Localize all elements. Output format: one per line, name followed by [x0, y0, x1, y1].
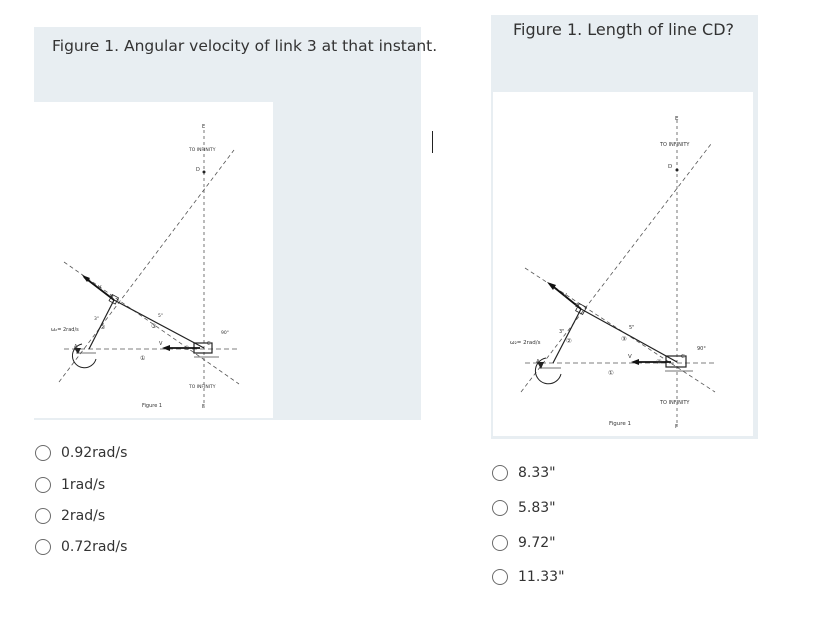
label-vc: V [159, 341, 163, 347]
label-link-1: ① [608, 369, 614, 377]
label-len-bc: 5" [629, 325, 635, 331]
text-cursor [432, 131, 433, 153]
option-label: 9.72" [518, 535, 556, 551]
radio-button[interactable] [492, 535, 508, 551]
label-link-2: ② [100, 324, 106, 331]
label-c: C [207, 341, 211, 347]
label-b: B [575, 303, 579, 309]
label-d: D [668, 164, 673, 170]
option-0-72rad[interactable] [35, 539, 127, 555]
label-to-infinity-top: TO INFINITY [189, 148, 216, 153]
label-to-infinity-bottom: TO INFINITY [189, 385, 216, 390]
question-card-1 [34, 27, 438, 420]
label-len-ab: 3" [559, 329, 565, 335]
question-title: Figure 1. Angular velocity of link 3 at that instant. [52, 37, 438, 55]
label-len-ab: 3" [94, 317, 99, 322]
label-vc: V [628, 354, 632, 360]
label-f: F [202, 404, 205, 410]
radio-button[interactable] [492, 500, 508, 516]
option-label: 5.83" [518, 500, 556, 516]
option-5-83[interactable] [492, 500, 556, 516]
option-label: 2rad/s [61, 508, 106, 524]
label-e: E [675, 116, 679, 122]
mechanism-diagram [34, 102, 273, 418]
label-to-infinity-top: TO INFINITY [660, 142, 690, 148]
label-f: F [675, 424, 679, 430]
mechanism-figure [34, 102, 273, 418]
radio-button[interactable] [35, 539, 51, 555]
label-omega: ω₂= 2rad/s [510, 340, 541, 346]
radio-button[interactable] [492, 465, 508, 481]
label-vb: V [98, 285, 102, 291]
radio-button[interactable] [492, 569, 508, 585]
label-a: A [536, 359, 540, 365]
option-2rad[interactable] [35, 508, 105, 524]
label-angle: 90° [221, 331, 229, 336]
option-label: 0.72rad/s [61, 539, 128, 555]
question-card-2 [491, 15, 758, 439]
label-omega: ω₂= 2rad/s [51, 327, 79, 333]
option-label: 8.33" [518, 465, 556, 481]
label-c: C [681, 354, 685, 360]
option-0-92rad[interactable] [35, 445, 127, 461]
mechanism-diagram [493, 92, 753, 436]
label-link-3: ③ [621, 335, 627, 343]
option-label: 0.92rad/s [61, 445, 128, 461]
label-d: D [196, 167, 200, 173]
label-link-1: ① [140, 355, 146, 362]
label-vb: V [563, 293, 567, 299]
radio-button[interactable] [35, 508, 51, 524]
option-8-33[interactable] [492, 465, 556, 481]
label-len-bc: 5" [158, 314, 163, 319]
figure-caption: Figure 1 [609, 421, 632, 427]
label-angle: 90° [697, 346, 706, 352]
option-1rad[interactable] [35, 477, 105, 493]
radio-button[interactable] [35, 477, 51, 493]
label-to-infinity-bottom: TO INFINITY [660, 400, 690, 406]
label-link-2: ② [566, 337, 572, 345]
radio-button[interactable] [35, 445, 51, 461]
question-title: Figure 1. Length of line CD? [513, 20, 735, 39]
label-link-4: ④ [656, 358, 662, 366]
option-11-33[interactable] [492, 569, 565, 585]
label-e: E [202, 124, 206, 130]
label-b: B [110, 295, 114, 301]
option-label: 11.33" [518, 569, 565, 585]
mechanism-figure [493, 92, 753, 436]
figure-caption: Figure 1 [142, 403, 163, 409]
label-link-4: ④ [184, 345, 190, 352]
label-a: A [74, 344, 78, 350]
option-9-72[interactable] [492, 535, 556, 551]
option-label: 1rad/s [61, 477, 106, 493]
label-link-3: ③ [151, 323, 157, 330]
